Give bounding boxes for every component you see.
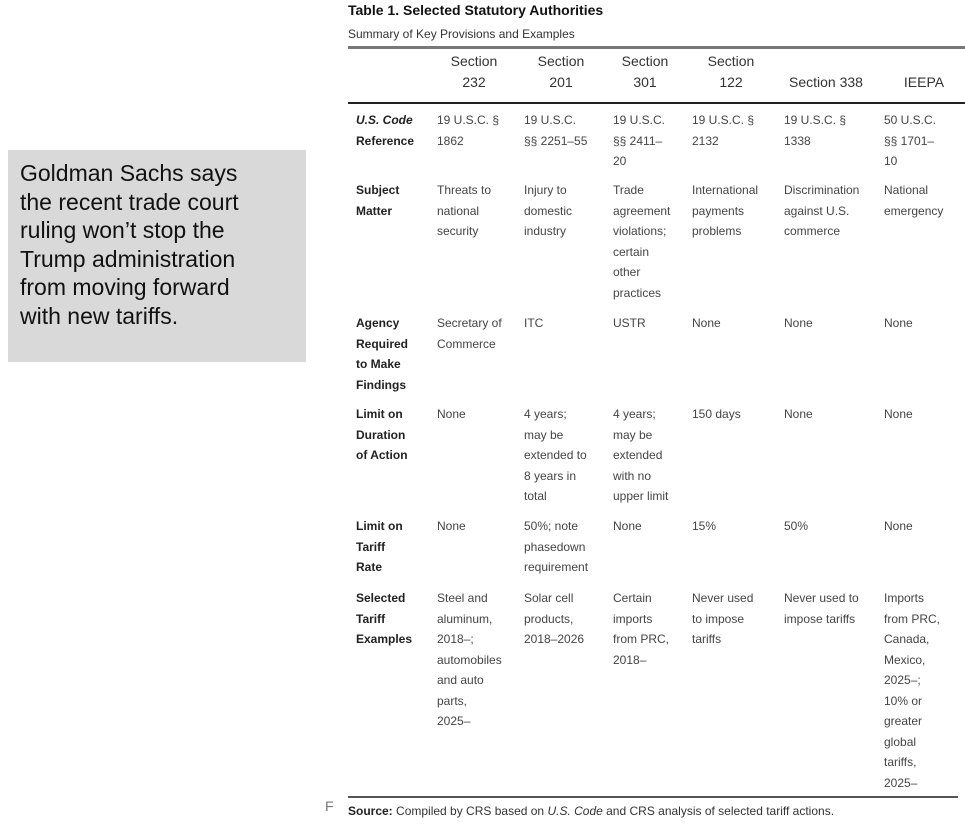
table-cell: 19 U.S.C. §§ 2411– 20 — [613, 113, 666, 168]
cropped-text-fragment: F — [325, 798, 334, 814]
table-cell: 19 U.S.C. § 2132 — [692, 113, 755, 148]
callout-line: the recent trade court — [20, 188, 239, 215]
table-cell: Secretary of Commerce — [437, 316, 502, 351]
row-header: U.S. Code Reference — [356, 113, 415, 148]
column-header: IEEPA — [903, 74, 945, 90]
table-cell: None — [784, 407, 813, 421]
table-cell: None — [692, 316, 721, 330]
callout-line: ruling won’t stop the — [20, 217, 225, 243]
table-subtitle: Summary of Key Provisions and Examples — [348, 27, 575, 41]
table-cell: National emergency — [884, 183, 944, 218]
column-header: Section 201 — [537, 53, 585, 90]
table-cell: 50 U.S.C. §§ 1701– 10 — [884, 113, 937, 168]
table-cell: Certain imports from PRC, 2018– — [613, 591, 670, 667]
table-cell: 50% — [784, 519, 809, 533]
row-header: Selected Tariff Examples — [356, 591, 413, 646]
table-cell: 150 days — [692, 407, 741, 421]
table-cell: 4 years; may be extended to 8 years in total — [524, 407, 587, 503]
row-header: Limit on Duration of Action — [356, 407, 408, 462]
row-header: Limit on Tariff Rate — [356, 519, 403, 574]
callout-line: Trump administration — [20, 245, 236, 272]
column-header: Section 122 — [707, 53, 755, 90]
callout-line: Goldman Sachs says — [20, 160, 238, 186]
table-cell: Steel and aluminum, 2018–; automobiles and auto parts, 2025– — [437, 591, 502, 728]
table-cell: Threats to national security — [437, 183, 492, 238]
table-cell: International payments problems — [692, 183, 759, 238]
table-cell: None — [613, 519, 642, 533]
source-italic: U.S. Code — [547, 804, 603, 818]
table-source-note — [348, 804, 834, 818]
source-text-1: Compiled by CRS based on — [392, 804, 548, 818]
table-bottom-rule — [348, 796, 958, 798]
table-cell: 15% — [692, 519, 717, 533]
table-cell: Imports from PRC, Canada, Mexico, 2025–; 10% or greater global tariffs, 2025– — [884, 591, 941, 790]
table-cell: 50%; note phasedown requirement — [524, 519, 589, 574]
table-cell: Discrimination against U.S. commerce — [784, 183, 860, 238]
table-cell: Trade agreement violations; certain other practices — [613, 183, 671, 300]
table-top-rule — [348, 46, 965, 49]
table-cell: None — [437, 407, 466, 421]
source-text-2: and CRS analysis of selected tariff actions. — [602, 804, 835, 818]
table-cell: 19 U.S.C. § 1862 — [437, 113, 500, 148]
table-cell: 19 U.S.C. § 1338 — [784, 113, 847, 148]
table-cell: None — [784, 316, 813, 330]
callout-line: with new tariffs. — [20, 302, 179, 329]
table-cell: None — [437, 519, 466, 533]
callout-text — [20, 159, 306, 330]
callout-line: from moving forward — [20, 274, 230, 300]
table-cell: Solar cell products, 2018–2026 — [524, 591, 585, 646]
table-cell: Never used to impose tariffs — [784, 591, 859, 626]
table-cell: 4 years; may be extended with no upper limit — [613, 407, 669, 503]
column-header: Section 232 — [450, 53, 498, 90]
table-cell: ITC — [524, 316, 544, 330]
row-header: Agency Required to Make Findings — [356, 316, 409, 392]
table-cell: 19 U.S.C. §§ 2251–55 — [524, 113, 588, 148]
table-cell: None — [884, 316, 913, 330]
table-cell: None — [884, 407, 913, 421]
table-cell: Injury to domestic industry — [524, 183, 573, 238]
table-header-rule — [348, 102, 965, 104]
row-header: Subject Matter — [356, 183, 400, 218]
callout-box — [8, 150, 306, 362]
table-cell: None — [884, 519, 913, 533]
table-cell: USTR — [613, 316, 646, 330]
column-header: Section 301 — [621, 53, 669, 90]
source-label: Source: — [348, 804, 393, 818]
column-header: Section 338 — [789, 74, 863, 90]
table-title: Table 1. Selected Statutory Authorities — [348, 2, 604, 18]
table-cell: Never used to impose tariffs — [692, 591, 754, 646]
